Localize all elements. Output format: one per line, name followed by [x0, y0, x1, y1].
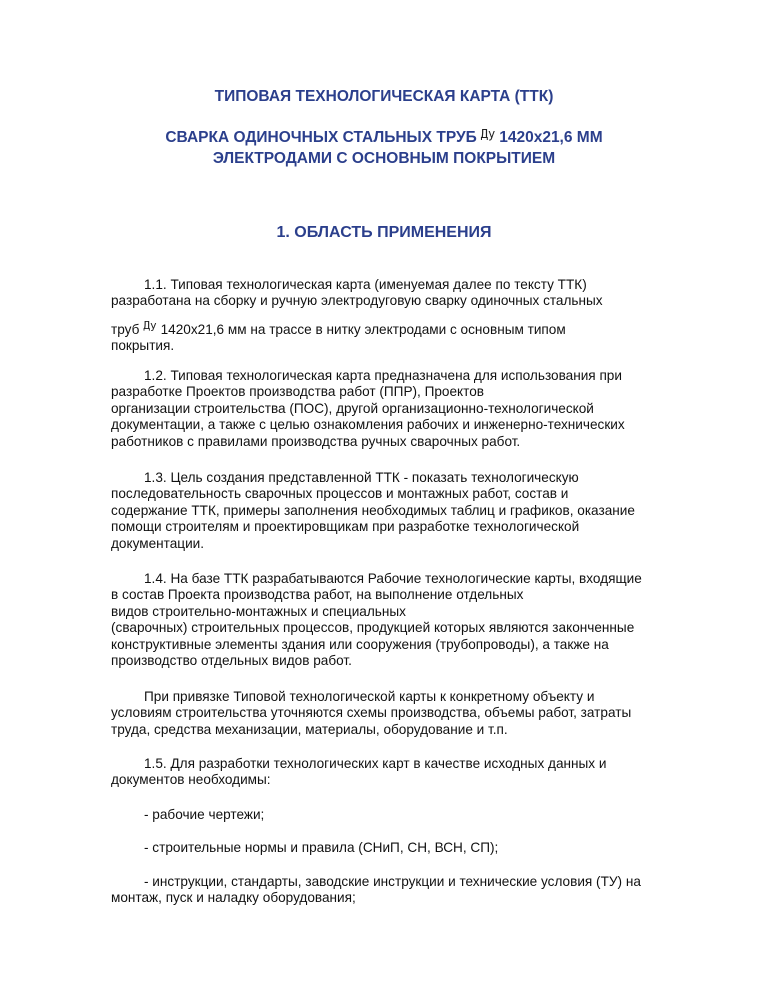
- text-line: При привязке Типовой технологической карты к конкретному объекту и: [144, 689, 595, 704]
- paragraph-1-1: [111, 277, 721, 355]
- text-line: условиям строительства уточняются схемы производства, объемы работ, затраты: [111, 705, 632, 721]
- list-item: [111, 807, 721, 823]
- text-line: 1.3. Цель создания представленной ТТК - показать технологическую: [144, 470, 579, 485]
- text-line: - рабочие чертежи;: [144, 807, 265, 822]
- section-heading: 1. ОБЛАСТЬ ПРИМЕНЕНИЯ: [276, 224, 492, 241]
- text-line: работников с правилами производства ручных сварочных работ.: [111, 433, 521, 449]
- text-line: содержание ТТК, примеры заполнения необходимых таблиц и графиков, оказание: [111, 502, 635, 518]
- text-line: производство отдельных видов работ.: [111, 653, 352, 669]
- paragraph-1-4: [111, 571, 721, 669]
- du-symbol: Ду: [480, 127, 496, 141]
- text-line: (сварочных) строительных процессов, продукцией которых являются законченные: [111, 620, 635, 636]
- text-line: разработке Проектов производства работ (ППР), Проектов: [111, 384, 485, 400]
- paragraph-1-5: [111, 756, 721, 789]
- document-title: ТИПОВАЯ ТЕХНОЛОГИЧЕСКАЯ КАРТА (ТТК): [214, 88, 554, 105]
- subtitle-part-1: СВАРКА ОДИНОЧНЫХ СТАЛЬНЫХ ТРУБ: [165, 129, 477, 146]
- text-line: 1.4. На базе ТТК разрабатываются Рабочие технологические карты, входящие: [144, 571, 642, 586]
- subtitle-line-1: [0, 124, 768, 148]
- text-line: последовательность сварочных процессов и монтажных работ, состав и: [111, 486, 569, 502]
- text-line: труда, средства механизации, материалы, оборудование и т.п.: [111, 721, 508, 737]
- text-line: 1.5. Для разработки технологических карт в качестве исходных данных и: [144, 756, 607, 771]
- text-line: монтаж, пуск и наладку оборудования;: [111, 890, 356, 906]
- paragraph-1-2: [111, 368, 721, 450]
- paragraph-1-3: [111, 470, 721, 552]
- du-symbol: Ду: [143, 318, 157, 332]
- text-line: документации, а также с целью ознакомления рабочих и инженерно-технических: [111, 417, 625, 433]
- text-line: в состав Проекта производства работ, на выполнение отдельных: [111, 587, 524, 603]
- text-fragment: 1420х21,6 мм на трассе в нитку электродами с основным типом: [160, 321, 566, 337]
- text-line: 1.2. Типовая технологическая карта предназначена для использования при: [144, 368, 622, 383]
- text-fragment: труб: [111, 321, 140, 337]
- list-item: [111, 840, 721, 856]
- text-line: покрытия.: [111, 338, 175, 354]
- text-line: конструктивные элементы здания или сооружения (трубопроводы), а также на: [111, 636, 609, 652]
- text-line: [111, 318, 721, 338]
- text-line: документов необходимы:: [111, 772, 271, 788]
- text-line: организации строительства (ПОС), другой организационно-технологической: [111, 400, 594, 416]
- document-subtitle: [0, 124, 768, 169]
- list-item: [111, 874, 721, 907]
- text-line: разработана на сборку и ручную электродуговую сварку одиночных стальных: [111, 293, 603, 309]
- text-line: - строительные нормы и правила (СНиП, СН, ВСН, СП);: [144, 840, 499, 855]
- text-line: 1.1. Типовая технологическая карта (именуемая далее по тексту ТТК): [144, 277, 587, 292]
- text-line: видов строительно-монтажных и специальных: [111, 603, 406, 619]
- text-line: помощи строителям и проектировщикам при разработке технологической: [111, 519, 580, 535]
- text-line: - инструкции, стандарты, заводские инструкции и технические условия (ТУ) на: [144, 874, 641, 889]
- subtitle-line-2: ЭЛЕКТРОДАМИ С ОСНОВНЫМ ПОКРЫТИЕМ: [212, 150, 556, 167]
- text-line: документации.: [111, 535, 205, 551]
- paragraph-binding: [111, 689, 721, 738]
- subtitle-part-2: 1420х21,6 ММ: [499, 129, 603, 146]
